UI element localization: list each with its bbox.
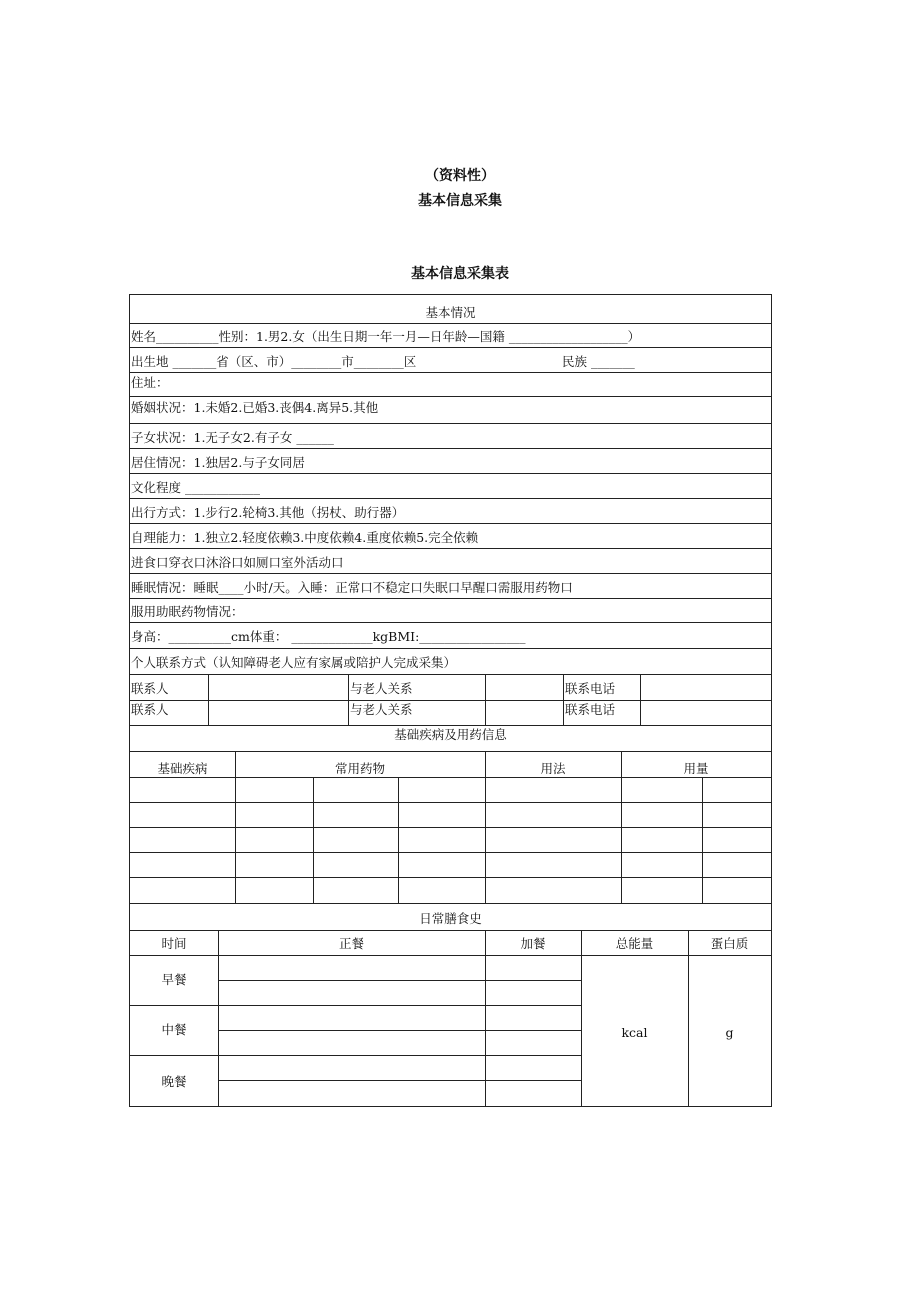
col-header-energy: 总能量 <box>615 936 654 951</box>
col-divider <box>563 674 564 726</box>
breakfast-label: 早餐 <box>161 972 187 987</box>
col-divider <box>398 777 399 903</box>
living-status-row: 居住情况：1.独居2.与子女同居 <box>131 455 305 470</box>
col-divider <box>485 674 486 726</box>
row-divider <box>130 700 771 701</box>
row-divider <box>130 448 771 449</box>
section-disease-title: 基础疾病及用药信息 <box>394 727 507 742</box>
col-divider <box>485 930 486 1106</box>
phone-label: 联系电话 <box>565 702 616 717</box>
row-divider <box>130 1005 582 1006</box>
row-divider <box>130 674 771 675</box>
doc-title: 基本信息采集 <box>418 193 502 209</box>
col-header-disease: 基础疾病 <box>157 761 208 776</box>
col-divider <box>218 930 219 1106</box>
row-divider <box>218 1080 582 1081</box>
col-header-dose: 用量 <box>683 761 709 776</box>
children-status-row: 子女状况：1.无子女2.有子女 ______ <box>131 430 334 445</box>
row-divider <box>130 523 771 524</box>
section-basic-title: 基本情况 <box>425 305 476 320</box>
marital-status-row: 婚姻状况：1.未婚2.已婚3.丧偶4.离异5.其他 <box>131 400 379 415</box>
row-divider <box>130 777 771 778</box>
row-divider <box>130 955 771 956</box>
col-header-meal: 正餐 <box>338 936 364 951</box>
section-diet-title: 日常膳食史 <box>419 911 482 926</box>
dinner-label: 晚餐 <box>161 1074 187 1089</box>
adl-row: 进食口穿衣口沐浴口如厕口室外活动口 <box>131 555 344 570</box>
col-header-protein: 蛋白质 <box>710 936 749 951</box>
row-divider <box>130 1055 582 1056</box>
col-divider <box>348 674 349 726</box>
self-care-row: 自理能力：1.独立2.轻度依赖3.中度依赖4.重度依赖5.完全依赖 <box>131 530 479 545</box>
col-divider <box>702 777 703 903</box>
row-divider <box>130 903 771 904</box>
row-divider <box>130 751 771 752</box>
name-gender-row: 姓名__________性别：1.男2.女（出生日期一年一月—日年龄—国籍 ___________________） <box>131 329 641 344</box>
col-divider <box>640 674 641 726</box>
col-header-drug: 常用药物 <box>334 761 385 776</box>
col-divider <box>581 930 582 1106</box>
row-divider <box>130 498 771 499</box>
info-form-table <box>129 294 772 1107</box>
col-header-usage: 用法 <box>540 761 566 776</box>
row-divider <box>130 930 771 931</box>
row-divider <box>130 323 771 324</box>
contact-intro-row: 个人联系方式（认知障碍老人应有家属或陪护人完成采集） <box>131 655 457 670</box>
phone-label: 联系电话 <box>565 681 616 696</box>
row-divider <box>130 372 771 373</box>
sleep-row: 睡眠情况：睡眠____小时/天。入睡：正常口不稳定口失眠口早醒口需服用药物口 <box>131 580 573 595</box>
table-title: 基本信息采集表 <box>411 266 509 282</box>
protein-unit: g <box>725 1025 734 1040</box>
row-divider <box>130 396 771 397</box>
education-row: 文化程度 ____________ <box>131 480 260 495</box>
relation-label: 与老人关系 <box>350 681 413 696</box>
row-divider <box>130 598 771 599</box>
row-divider <box>130 423 771 424</box>
travel-mode-row: 出行方式：1.步行2.轮椅3.其他（拐杖、助行器） <box>131 505 405 520</box>
col-divider <box>688 930 689 1106</box>
col-divider <box>313 777 314 903</box>
row-divider <box>130 852 771 853</box>
row-divider <box>130 725 771 726</box>
lunch-label: 中餐 <box>161 1022 187 1037</box>
contact-person-label: 联系人 <box>131 681 169 696</box>
row-divider <box>130 473 771 474</box>
row-divider <box>130 573 771 574</box>
row-divider <box>130 347 771 348</box>
row-divider <box>218 980 582 981</box>
row-divider <box>130 877 771 878</box>
energy-unit: kcal <box>621 1025 648 1040</box>
contact-person-label: 联系人 <box>131 702 169 717</box>
col-header-time: 时间 <box>161 936 187 951</box>
col-header-snack: 加餐 <box>520 936 546 951</box>
row-divider <box>130 827 771 828</box>
birthplace-row: 出生地 _______省（区、市）________市________区 <box>131 354 417 369</box>
col-divider <box>208 674 209 726</box>
sleep-medication-row: 服用助眠药物情况： <box>131 604 244 619</box>
row-divider <box>130 548 771 549</box>
row-divider <box>218 1030 582 1031</box>
body-measurement-row: 身高：__________cm体重： _____________kgBMI:_________________ <box>131 629 526 644</box>
row-divider <box>130 648 771 649</box>
relation-label: 与老人关系 <box>350 702 413 717</box>
ethnicity-field: 民族 _______ <box>562 354 635 369</box>
row-divider <box>130 802 771 803</box>
doc-type-label: （资料性） <box>425 168 495 184</box>
row-divider <box>130 622 771 623</box>
address-field: 住址： <box>131 375 169 390</box>
